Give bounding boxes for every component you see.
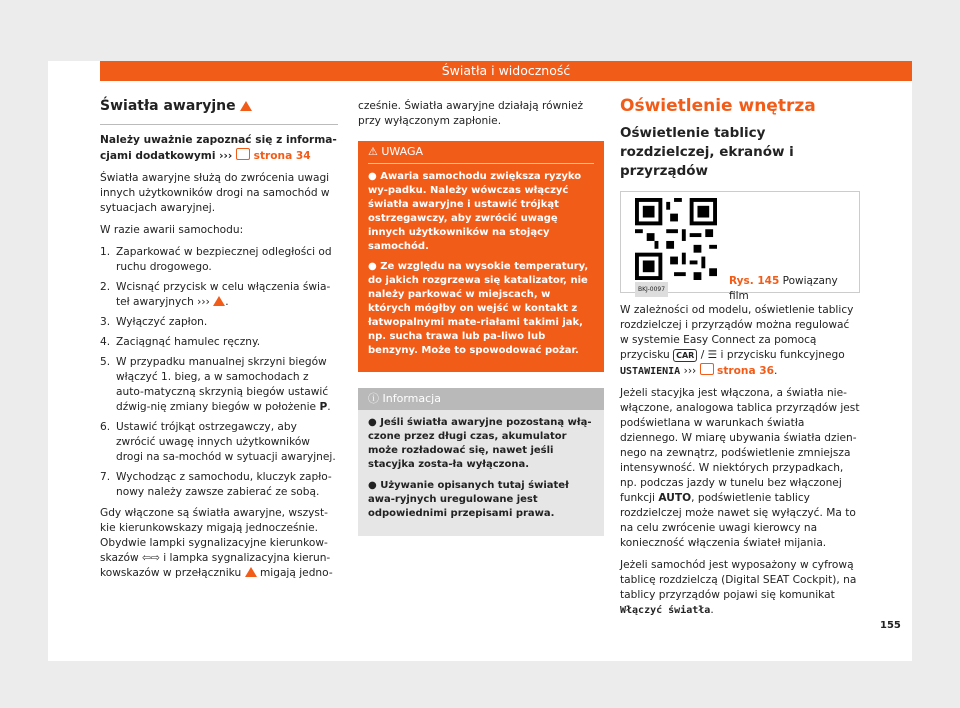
list-item: 4. Zaciągnąć hamulec ręczny. (100, 336, 261, 348)
car-button-icon: CAR (673, 349, 697, 362)
book-icon (700, 363, 714, 375)
list-item: 3. Wyłączyć zapłon. (100, 316, 208, 328)
section-heading: Światła awaryjne (100, 99, 338, 114)
qr-code-icon[interactable] (635, 198, 717, 280)
list-item: 5. W przypadku manualnej skrzyni biegów włączyć 1. bieg, a w samochodach z auto-matyczną skrzynią biegów ustawić dźwig-nię zmiany biegów w położenie P. (100, 356, 331, 413)
info-item: ● Używanie opisanych tutaj świateł awa-ryjnych uregulowane jest odpowiednimi przepisami prawa. (368, 480, 569, 519)
info-item: ● Jeśli światła awaryjne pozostaną włą-czone przez długi czas, akumulator może rozładować się, nawet jeśli stacyjka zosta-ła wyłączona. (368, 417, 592, 470)
warning-triangle-icon (245, 567, 257, 577)
paragraph: W razie awarii samochodu: (100, 224, 244, 236)
warning-item: ● Awaria samochodu zwiększa ryzyko wy-padku. Należy wówczas włączyć światła awaryjne i ustawić trójkąt ostrzegawczy, aby zwrócić uwagę innych użytkowników na stojący samochód. (368, 171, 582, 252)
figure (620, 191, 860, 302)
list-item: 6. Ustawić trójkąt ostrzegawczy, aby zwrócić uwagę innych użytkowników drogi na sa-mochód w sytuacji awaryjnej. (100, 421, 336, 463)
paragraph: W zależności od modelu, oświetlenie tablicy rozdzielczej i przyrządów można regulować w systemie Easy Connect za pomocą przycisku CAR / ☰ i przycisku funkcyjnego USTAWIENIA ››› strona 36. (620, 304, 854, 377)
warning-box (358, 141, 604, 372)
info-box (358, 388, 604, 536)
auto-symbol: AUTO (658, 492, 692, 504)
list-item: 2. Wcisnąć przycisk w celu włączenia świa-teł awaryjnych ››› . (100, 281, 331, 308)
list-item: 7. Wychodząc z samochodu, kluczyk zapło-nowy należy zawsze zabierać ze sobą. (100, 471, 332, 498)
book-icon (236, 148, 250, 160)
figure-code: BKJ-0097 (635, 282, 668, 297)
menu-icon: ☰ (707, 349, 718, 361)
turn-signal-arrows-icon: ⇦⇨ (142, 552, 160, 564)
info-icon: ⓘ (368, 392, 379, 405)
warning-triangle-icon (240, 101, 252, 111)
info-title: ⓘ Informacja (358, 388, 604, 410)
intro-text: Należy uważnie zapoznać się z informa-cjami dodatkowymi ››› strona 34 (100, 134, 337, 162)
steps-list (100, 245, 338, 500)
paragraph: Jeżeli stacyjka jest włączona, a światła nie-włączone, analogowa tablica przyrządów jest podświetlana w warunkach światła dziennego. W miarę ubywania światła dzien-nego na zewnątrz, podświetlenie zmniejsza intensywność. W niektórych przypadkach, np. podczas jazdy w tunelu bez włączonej funkcji AUTO, podświetlenie tablicy rozdzielczej może nawet się wyłączyć. Ma to na celu zwrócenie uwagi kierowcy na konieczność włączenia świateł mijania. (620, 387, 860, 549)
page-reference[interactable]: strona 34 (253, 150, 311, 162)
column-2 (358, 99, 604, 536)
divider (100, 124, 338, 125)
warning-item: ● Ze względu na wysokie temperatury, do jakich rozgrzewa się katalizator, nie należy parkować w miejscach, w których mógłby on wejść w kontakt z łatwopalnymi mate-riałami takimi jak, np. sucha trawa lub pa-liwo lub benzyny. Może to spowodować pożar. (368, 261, 589, 356)
section-header: Światła i widoczność (100, 61, 912, 81)
column-3 (620, 96, 860, 625)
page-number: 155 (880, 620, 901, 631)
figure-caption: Rys. 145 Powiązany film (729, 275, 838, 302)
paragraph: Gdy włączone są światła awaryjne, wszyst-kie kierunkowskazy migają jednocześnie. Obydwie lampki sygnalizacyjne kierunkow-skazów ⇦⇨ i lampka sygnalizacyjna kierun-kowskazów w przełączniku migają jedno- (100, 507, 333, 579)
column-1 (100, 99, 338, 588)
page-reference[interactable]: strona 36 (717, 365, 775, 377)
section-heading: Oświetlenie wnętrza (620, 96, 816, 116)
warning-title: ⚠ UWAGA (368, 145, 594, 164)
warning-triangle-icon (213, 296, 225, 306)
paragraph: Jeżeli samochód jest wyposażony w cyfrową tablicę rozdzielczą (Digital SEAT Cockpit), na tablicy przyrządów pojawi się komunikat Włączyć światła. (620, 559, 857, 616)
paragraph: cześnie. Światła awaryjne działają również przy wyłączonym zapłonie. (358, 100, 584, 127)
paragraph: Światła awaryjne służą do zwrócenia uwagi innych użytkowników drogi na samochód w sytuacjach awaryjnej. (100, 172, 330, 214)
list-item: 1. Zaparkować w bezpiecznej odległości od ruchu drogowego. (100, 246, 332, 273)
subsection-heading: Oświetlenie tablicy rozdzielczej, ekranów i przyrządów (620, 125, 794, 179)
